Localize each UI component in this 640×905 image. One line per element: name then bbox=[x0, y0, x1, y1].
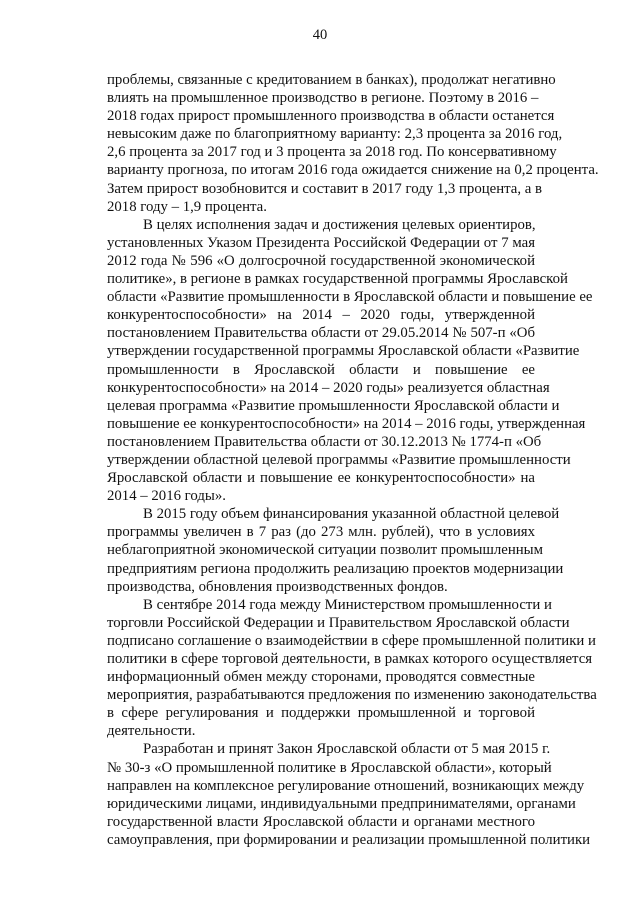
body-text bbox=[107, 71, 599, 849]
text-line: конкурентоспособности» на 2014 – 2020 годы» реализуется областная bbox=[107, 379, 550, 396]
text-line: проблемы, связанные с кредитованием в банках), продолжат негативно bbox=[107, 72, 556, 88]
text-line: Ярославской области и повышение ее конкурентоспособности» на bbox=[107, 470, 535, 487]
text-line: постановлением Правительства области от 29.05.2014 № 507-п «Об bbox=[107, 325, 535, 342]
text-line: В сентябре 2014 года между Министерством промышленности и bbox=[143, 596, 552, 613]
text-line: варианту прогноза, по итогам 2016 года ожидается снижение на 0,2 процента. bbox=[107, 162, 599, 179]
text-line: направлен на комплексное регулирование отношений, возникающих между bbox=[107, 777, 585, 794]
text-line: утверждении областной целевой программы «Развитие промышленности bbox=[107, 451, 571, 468]
text-line: 2014 – 2016 годы». bbox=[107, 488, 226, 505]
text-line: неблагоприятной экономической ситуации позволит промышленным bbox=[107, 542, 543, 559]
text-line: информационный обмен между сторонами, проводятся совместные bbox=[107, 669, 535, 686]
text-line: постановлением Правительства области от 30.12.2013 № 1774-п «Об bbox=[107, 433, 542, 450]
text-line: деятельности. bbox=[107, 723, 196, 740]
text-line: В 2015 году объем финансирования указанной областной целевой bbox=[143, 506, 560, 523]
text-line: области «Развитие промышленности в Ярославской области и повышение ее bbox=[107, 289, 593, 306]
text-line: невысоким даже по благоприятному варианту: 2,3 процента за 2016 год, bbox=[107, 126, 563, 143]
text-line: подписано соглашение о взаимодействии в сфере промышленной политики и bbox=[107, 632, 596, 649]
text-line: конкурентоспособности» на 2014 – 2020 годы, утвержденной bbox=[107, 307, 535, 324]
text-line: политики в сфере торговой деятельности, в рамках которого осуществляется bbox=[107, 651, 593, 667]
text-line: Затем прирост возобновится и составит в 2017 году 1,3 процента, а в bbox=[107, 180, 543, 197]
text-line: В целях исполнения задач и достижения целевых ориентиров, bbox=[143, 216, 536, 233]
text-line: повышение ее конкурентоспособности» на 2014 – 2016 годы, утвержденная bbox=[107, 415, 586, 432]
text-line: в сфере регулирования и поддержки промышленной и торговой bbox=[107, 705, 535, 722]
text-line: политике», в регионе в рамках государственной программы Ярославской bbox=[107, 271, 568, 288]
text-line: программы увеличен в 7 раз (до 273 млн. рублей), что в условиях bbox=[107, 524, 535, 541]
text-line: 2,6 процента за 2017 год и 3 процента за 2018 год. По консервативному bbox=[107, 144, 557, 161]
text-line: 2018 годах прирост промышленного производства в области останется bbox=[107, 108, 555, 125]
text-line: установленных Указом Президента Российской Федерации от 7 мая bbox=[107, 234, 535, 251]
text-line: юридическими лицами, индивидуальными предпринимателями, органами bbox=[107, 795, 576, 812]
text-line: государственной власти Ярославской области и органами местного bbox=[107, 813, 535, 830]
text-line: предприятиям региона продолжить реализацию проектов модернизации bbox=[107, 560, 564, 577]
text-line: влиять на промышленное производство в регионе. Поэтому в 2016 – bbox=[107, 90, 539, 107]
text-line: 2012 года № 596 «О долгосрочной государственной экономической bbox=[107, 252, 535, 269]
text-line: Разработан и принят Закон Ярославской области от 5 мая 2015 г. bbox=[143, 741, 551, 758]
text-line: мероприятия, разрабатываются предложения по изменению законодательства bbox=[107, 687, 597, 704]
text-line: № 30-з «О промышленной политике в Ярославской области», который bbox=[107, 759, 552, 776]
text-line: производства, обновления производственных фондов. bbox=[107, 578, 448, 595]
text-line: утверждении государственной программы Ярославской области «Развитие bbox=[107, 343, 580, 360]
text-line: самоуправления, при формировании и реализации промышленной политики bbox=[107, 831, 591, 848]
text-line: целевая программа «Развитие промышленности Ярославской области и bbox=[107, 397, 560, 414]
text-line: промышленности в Ярославской области и повышение ее bbox=[107, 361, 535, 378]
page-number: 40 bbox=[312, 27, 328, 43]
text-line: торговли Российской Федерации и Правительством Ярославской области bbox=[107, 614, 570, 631]
text-line: 2018 году – 1,9 процента. bbox=[107, 198, 267, 215]
